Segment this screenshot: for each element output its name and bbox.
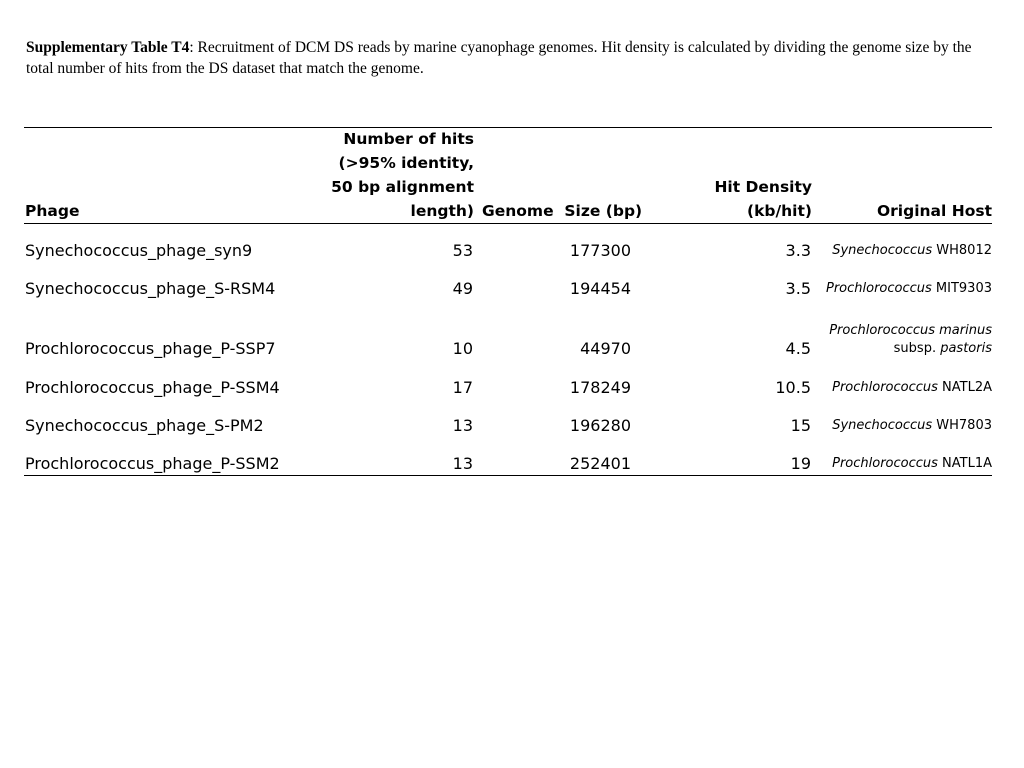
header-rule <box>24 223 992 224</box>
host-subspecies-prefix: subsp. <box>893 341 941 356</box>
host-subspecies: pastoris <box>940 341 992 356</box>
cell-phage: Prochlorococcus_phage_P-SSP7 <box>25 339 276 358</box>
cell-host <box>832 242 992 260</box>
cell-hits: 49 <box>452 279 473 298</box>
cell-hit-density: 19 <box>790 454 811 473</box>
header-genome-size: Genome Size (bp) <box>482 202 643 220</box>
table-bottom-rule <box>24 475 992 476</box>
host-strain: NATL2A <box>937 380 992 395</box>
host-line <box>829 340 992 358</box>
host-strain: WH7803 <box>932 418 992 433</box>
cell-hits: 53 <box>452 241 473 260</box>
header-hits-line: Number of hits <box>343 130 474 148</box>
header-hits-line: length) <box>410 202 474 220</box>
table-row <box>24 277 992 307</box>
cell-hits: 13 <box>452 416 473 435</box>
cell-genome-size: 196280 <box>569 416 631 435</box>
header-density-line: Hit Density <box>714 178 812 196</box>
cell-hit-density: 3.5 <box>785 279 811 298</box>
host-genus: Synechococcus <box>832 418 933 433</box>
table-row <box>24 376 992 406</box>
host-line <box>829 322 992 340</box>
header-hits-line: 50 bp alignment <box>331 178 474 196</box>
table-top-rule <box>24 127 992 128</box>
cell-phage: Synechococcus_phage_S-RSM4 <box>25 279 276 298</box>
header-original-host: Original Host <box>876 202 992 220</box>
cell-hits: 10 <box>452 339 473 358</box>
cell-genome-size: 178249 <box>569 378 631 397</box>
cell-phage: Prochlorococcus_phage_P-SSM4 <box>25 378 280 397</box>
cell-hit-density: 3.3 <box>785 241 811 260</box>
host-genus: Prochlorococcus <box>832 380 938 395</box>
header-number-of-hits <box>331 127 474 221</box>
header-density-line: (kb/hit) <box>747 202 812 220</box>
table-row <box>24 452 992 482</box>
cell-genome-size: 44970 <box>580 339 631 358</box>
cell-host <box>826 280 992 298</box>
cell-phage: Synechococcus_phage_S-PM2 <box>25 416 264 435</box>
cell-phage: Prochlorococcus_phage_P-SSM2 <box>25 454 280 473</box>
caption-text: : Recruitment of DCM DS reads by marine cyanophage genomes. Hit density is calculated by dividing the genome size by the total number of hits from the DS dataset that match the genome. <box>26 39 972 77</box>
header-hit-density <box>714 175 812 221</box>
host-genus: Synechococcus <box>832 243 933 258</box>
cell-genome-size: 177300 <box>569 241 631 260</box>
cell-hits: 17 <box>452 378 473 397</box>
table-row <box>24 239 992 269</box>
table-caption <box>26 37 976 79</box>
cell-host <box>832 379 992 397</box>
header-phage: Phage <box>25 202 80 220</box>
host-strain: NATL1A <box>937 456 992 471</box>
cell-phage: Synechococcus_phage_syn9 <box>25 241 253 260</box>
host-strain: WH8012 <box>932 243 992 258</box>
table-row <box>24 414 992 444</box>
cell-host <box>832 417 992 435</box>
cell-genome-size: 252401 <box>569 454 631 473</box>
host-genus: Prochlorococcus <box>825 281 932 296</box>
cell-host <box>832 455 992 473</box>
caption-label: Supplementary Table T4 <box>26 39 190 56</box>
cell-hit-density: 10.5 <box>775 378 811 397</box>
cell-hits: 13 <box>452 454 473 473</box>
cell-hit-density: 4.5 <box>785 339 811 358</box>
header-hits-line: (>95% identity, <box>338 154 474 172</box>
cell-hit-density: 15 <box>790 416 811 435</box>
host-genus: Prochlorococcus <box>832 456 938 471</box>
host-species: Prochlorococcus marinus <box>829 323 992 338</box>
host-strain: MIT9303 <box>931 281 992 296</box>
table-row <box>24 323 992 367</box>
cell-genome-size: 194454 <box>569 279 631 298</box>
cell-host <box>829 322 992 358</box>
